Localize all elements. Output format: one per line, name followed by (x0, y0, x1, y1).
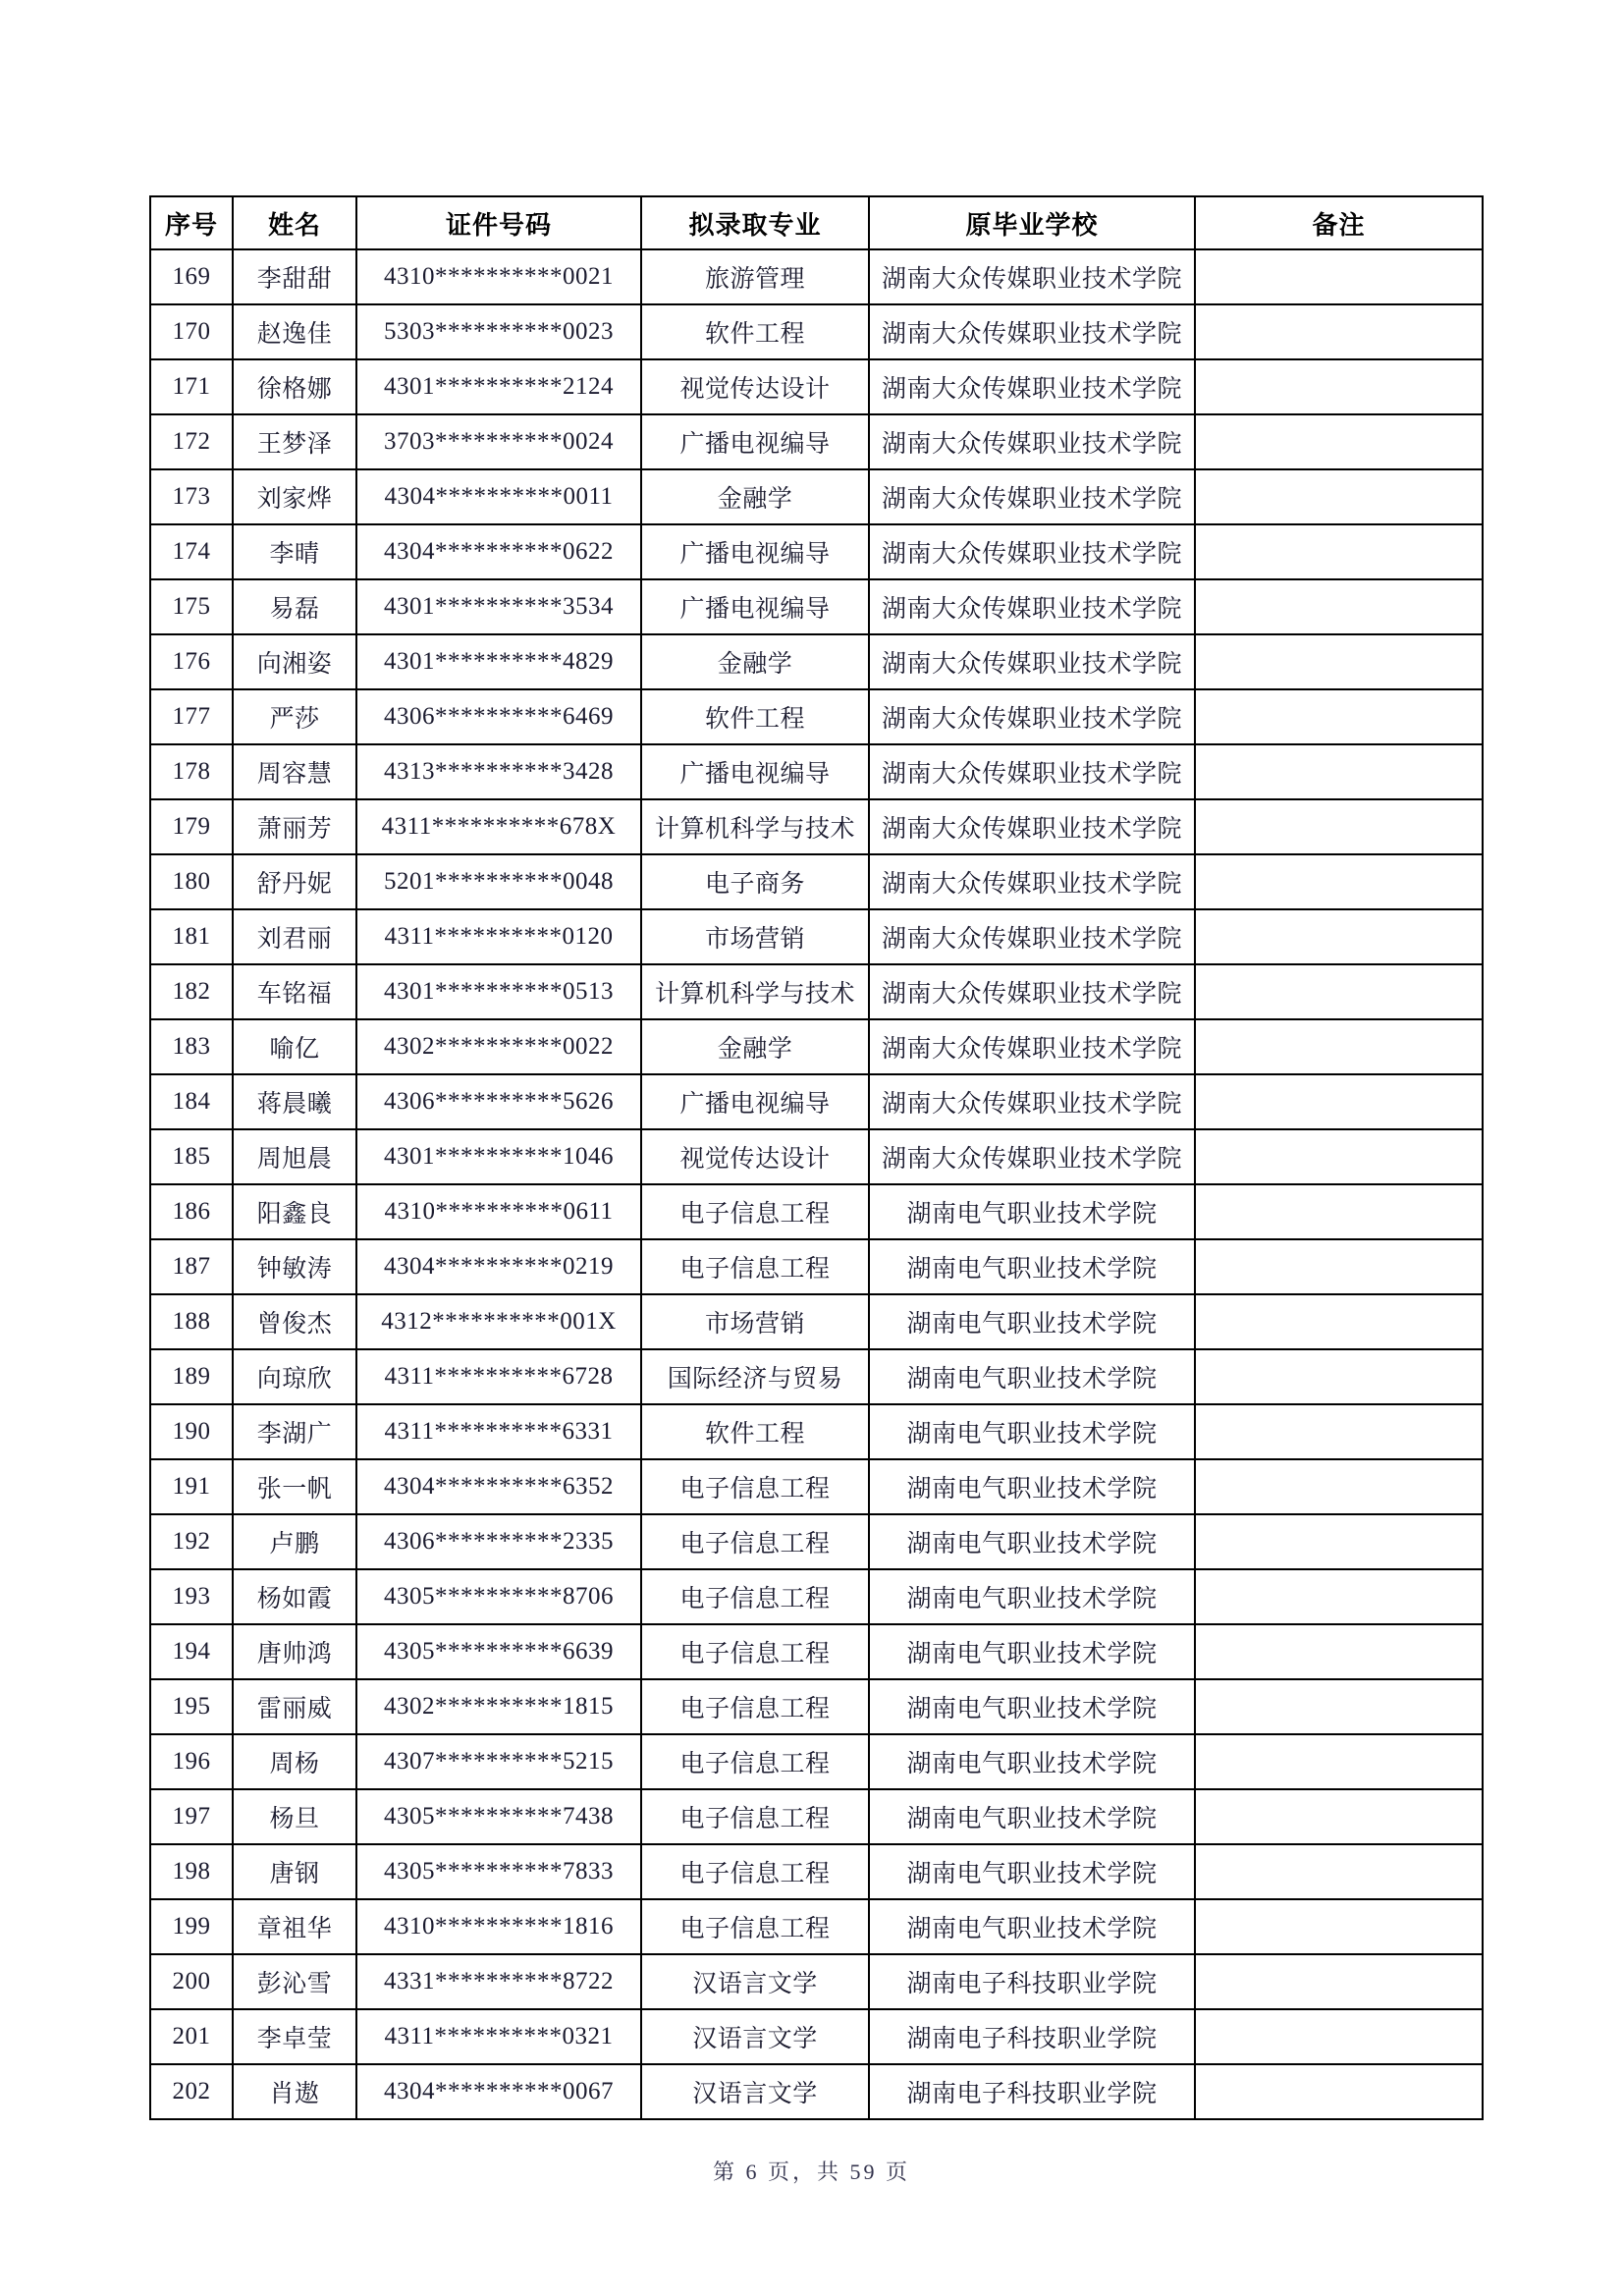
table-row (150, 1184, 1483, 1239)
cell-remarks (1195, 634, 1483, 689)
cell-school: 湖南大众传媒职业技术学院 (869, 469, 1195, 524)
cell-major: 广播电视编导 (641, 414, 869, 469)
cell-name: 徐格娜 (233, 359, 356, 414)
table-row (150, 1679, 1483, 1734)
table-row (150, 359, 1483, 414)
cell-id-number: 4304**********0067 (356, 2064, 641, 2119)
cell-remarks (1195, 1074, 1483, 1129)
cell-school: 湖南大众传媒职业技术学院 (869, 1129, 1195, 1184)
cell-major: 软件工程 (641, 689, 869, 744)
cell-id-number: 4311**********6331 (356, 1404, 641, 1459)
cell-school: 湖南电气职业技术学院 (869, 1844, 1195, 1899)
cell-major: 市场营销 (641, 909, 869, 964)
cell-sequence: 186 (150, 1184, 233, 1239)
cell-name: 杨如霞 (233, 1569, 356, 1624)
table-row (150, 744, 1483, 799)
cell-sequence: 180 (150, 854, 233, 909)
table-row (150, 1239, 1483, 1294)
cell-name: 刘家烨 (233, 469, 356, 524)
cell-name: 雷丽威 (233, 1679, 356, 1734)
column-header-id-number: 证件号码 (356, 196, 641, 249)
cell-remarks (1195, 1349, 1483, 1404)
cell-sequence: 182 (150, 964, 233, 1019)
cell-id-number: 4301**********3534 (356, 579, 641, 634)
cell-name: 张一帆 (233, 1459, 356, 1514)
cell-school: 湖南大众传媒职业技术学院 (869, 359, 1195, 414)
cell-school: 湖南电气职业技术学院 (869, 1349, 1195, 1404)
cell-remarks (1195, 249, 1483, 304)
cell-remarks (1195, 1019, 1483, 1074)
cell-school: 湖南电气职业技术学院 (869, 1569, 1195, 1624)
cell-name: 肖遨 (233, 2064, 356, 2119)
cell-major: 电子信息工程 (641, 1459, 869, 1514)
cell-school: 湖南电气职业技术学院 (869, 1294, 1195, 1349)
cell-sequence: 172 (150, 414, 233, 469)
cell-sequence: 184 (150, 1074, 233, 1129)
table-row (150, 909, 1483, 964)
cell-sequence: 183 (150, 1019, 233, 1074)
cell-school: 湖南大众传媒职业技术学院 (869, 579, 1195, 634)
cell-major: 电子信息工程 (641, 1514, 869, 1569)
cell-id-number: 4310**********0611 (356, 1184, 641, 1239)
cell-name: 周旭晨 (233, 1129, 356, 1184)
cell-remarks (1195, 2009, 1483, 2064)
cell-sequence: 174 (150, 524, 233, 579)
column-header-remarks: 备注 (1195, 196, 1483, 249)
cell-major: 电子信息工程 (641, 1569, 869, 1624)
cell-school: 湖南电子科技职业学院 (869, 2009, 1195, 2064)
cell-id-number: 4312**********001X (356, 1294, 641, 1349)
cell-id-number: 4305**********7438 (356, 1789, 641, 1844)
cell-remarks (1195, 1679, 1483, 1734)
cell-school: 湖南大众传媒职业技术学院 (869, 799, 1195, 854)
cell-school: 湖南大众传媒职业技术学院 (869, 1019, 1195, 1074)
cell-name: 李湖广 (233, 1404, 356, 1459)
cell-name: 车铭福 (233, 964, 356, 1019)
cell-school: 湖南电气职业技术学院 (869, 1239, 1195, 1294)
cell-sequence: 189 (150, 1349, 233, 1404)
cell-sequence: 170 (150, 304, 233, 359)
cell-sequence: 197 (150, 1789, 233, 1844)
cell-major: 电子信息工程 (641, 1184, 869, 1239)
table-row (150, 469, 1483, 524)
cell-id-number: 4304**********0219 (356, 1239, 641, 1294)
cell-remarks (1195, 579, 1483, 634)
cell-name: 彭沁雪 (233, 1954, 356, 2009)
cell-remarks (1195, 304, 1483, 359)
cell-school: 湖南电气职业技术学院 (869, 1459, 1195, 1514)
cell-remarks (1195, 524, 1483, 579)
cell-sequence: 171 (150, 359, 233, 414)
cell-name: 李卓莹 (233, 2009, 356, 2064)
cell-id-number: 4311**********6728 (356, 1349, 641, 1404)
cell-id-number: 4313**********3428 (356, 744, 641, 799)
column-header-major: 拟录取专业 (641, 196, 869, 249)
cell-school: 湖南电气职业技术学院 (869, 1899, 1195, 1954)
page-footer: 第 6 页，共 59 页 (712, 2159, 910, 2184)
cell-sequence: 177 (150, 689, 233, 744)
cell-school: 湖南电气职业技术学院 (869, 1404, 1195, 1459)
table-row (150, 2009, 1483, 2064)
cell-id-number: 4301**********1046 (356, 1129, 641, 1184)
cell-major: 市场营销 (641, 1294, 869, 1349)
cell-school: 湖南大众传媒职业技术学院 (869, 1074, 1195, 1129)
table-row (150, 1459, 1483, 1514)
cell-sequence: 179 (150, 799, 233, 854)
cell-id-number: 4301**********0513 (356, 964, 641, 1019)
table-body (150, 249, 1483, 2119)
cell-id-number: 4311**********0321 (356, 2009, 641, 2064)
cell-major: 汉语言文学 (641, 2064, 869, 2119)
table-row (150, 1899, 1483, 1954)
cell-remarks (1195, 414, 1483, 469)
cell-id-number: 4304**********6352 (356, 1459, 641, 1514)
cell-major: 金融学 (641, 1019, 869, 1074)
table-row (150, 304, 1483, 359)
cell-id-number: 4306**********2335 (356, 1514, 641, 1569)
cell-sequence: 176 (150, 634, 233, 689)
cell-sequence: 190 (150, 1404, 233, 1459)
cell-id-number: 4331**********8722 (356, 1954, 641, 2009)
table-row (150, 1294, 1483, 1349)
cell-id-number: 5201**********0048 (356, 854, 641, 909)
cell-name: 王梦泽 (233, 414, 356, 469)
table-row (150, 1349, 1483, 1404)
cell-remarks (1195, 1844, 1483, 1899)
cell-major: 金融学 (641, 634, 869, 689)
cell-name: 向琼欣 (233, 1349, 356, 1404)
cell-school: 湖南大众传媒职业技术学院 (869, 964, 1195, 1019)
cell-name: 李甜甜 (233, 249, 356, 304)
header-row (150, 196, 1483, 249)
cell-name: 向湘姿 (233, 634, 356, 689)
cell-major: 软件工程 (641, 304, 869, 359)
table-row (150, 854, 1483, 909)
cell-remarks (1195, 1954, 1483, 2009)
cell-sequence: 201 (150, 2009, 233, 2064)
table-row (150, 2064, 1483, 2119)
cell-major: 广播电视编导 (641, 524, 869, 579)
cell-major: 软件工程 (641, 1404, 869, 1459)
cell-major: 电子信息工程 (641, 1624, 869, 1679)
cell-remarks (1195, 1404, 1483, 1459)
cell-id-number: 4305**********7833 (356, 1844, 641, 1899)
cell-school: 湖南电气职业技术学院 (869, 1184, 1195, 1239)
cell-id-number: 4301**********4829 (356, 634, 641, 689)
cell-school: 湖南大众传媒职业技术学院 (869, 414, 1195, 469)
cell-school: 湖南大众传媒职业技术学院 (869, 304, 1195, 359)
cell-id-number: 4310**********0021 (356, 249, 641, 304)
cell-sequence: 169 (150, 249, 233, 304)
table-row (150, 1954, 1483, 2009)
column-header-sequence: 序号 (150, 196, 233, 249)
table-row (150, 1624, 1483, 1679)
cell-major: 旅游管理 (641, 249, 869, 304)
cell-sequence: 185 (150, 1129, 233, 1184)
cell-name: 阳鑫良 (233, 1184, 356, 1239)
cell-remarks (1195, 744, 1483, 799)
cell-id-number: 4306**********5626 (356, 1074, 641, 1129)
cell-id-number: 4311**********678X (356, 799, 641, 854)
cell-remarks (1195, 1734, 1483, 1789)
cell-sequence: 175 (150, 579, 233, 634)
cell-school: 湖南电子科技职业学院 (869, 1954, 1195, 2009)
cell-remarks (1195, 689, 1483, 744)
roster-table-container (149, 195, 1470, 2120)
cell-id-number: 4305**********8706 (356, 1569, 641, 1624)
cell-id-number: 4304**********0011 (356, 469, 641, 524)
cell-name: 周容慧 (233, 744, 356, 799)
cell-name: 章祖华 (233, 1899, 356, 1954)
cell-sequence: 192 (150, 1514, 233, 1569)
cell-sequence: 187 (150, 1239, 233, 1294)
cell-school: 湖南电气职业技术学院 (869, 1624, 1195, 1679)
cell-remarks (1195, 1129, 1483, 1184)
cell-id-number: 4304**********0622 (356, 524, 641, 579)
cell-major: 电子信息工程 (641, 1899, 869, 1954)
cell-sequence: 178 (150, 744, 233, 799)
table-row (150, 1074, 1483, 1129)
cell-school: 湖南电气职业技术学院 (869, 1679, 1195, 1734)
cell-remarks (1195, 1514, 1483, 1569)
cell-name: 唐钢 (233, 1844, 356, 1899)
cell-major: 电子信息工程 (641, 1239, 869, 1294)
cell-major: 广播电视编导 (641, 579, 869, 634)
cell-major: 电子信息工程 (641, 1844, 869, 1899)
cell-sequence: 200 (150, 1954, 233, 2009)
cell-major: 金融学 (641, 469, 869, 524)
cell-remarks (1195, 909, 1483, 964)
cell-sequence: 191 (150, 1459, 233, 1514)
cell-remarks (1195, 964, 1483, 1019)
cell-name: 钟敏涛 (233, 1239, 356, 1294)
cell-remarks (1195, 469, 1483, 524)
table-row (150, 1514, 1483, 1569)
cell-remarks (1195, 1184, 1483, 1239)
cell-name: 李晴 (233, 524, 356, 579)
cell-sequence: 195 (150, 1679, 233, 1734)
cell-major: 电子商务 (641, 854, 869, 909)
table-row (150, 1404, 1483, 1459)
cell-major: 视觉传达设计 (641, 1129, 869, 1184)
cell-major: 汉语言文学 (641, 1954, 869, 2009)
cell-remarks (1195, 854, 1483, 909)
cell-school: 湖南电气职业技术学院 (869, 1789, 1195, 1844)
table-row (150, 1019, 1483, 1074)
table-row (150, 249, 1483, 304)
column-header-name: 姓名 (233, 196, 356, 249)
cell-school: 湖南大众传媒职业技术学院 (869, 854, 1195, 909)
table-row (150, 579, 1483, 634)
cell-name: 曾俊杰 (233, 1294, 356, 1349)
cell-id-number: 4307**********5215 (356, 1734, 641, 1789)
cell-sequence: 188 (150, 1294, 233, 1349)
cell-major: 电子信息工程 (641, 1734, 869, 1789)
cell-remarks (1195, 359, 1483, 414)
cell-remarks (1195, 1459, 1483, 1514)
cell-name: 杨旦 (233, 1789, 356, 1844)
cell-id-number: 4306**********6469 (356, 689, 641, 744)
cell-name: 赵逸佳 (233, 304, 356, 359)
cell-sequence: 198 (150, 1844, 233, 1899)
cell-sequence: 181 (150, 909, 233, 964)
cell-major: 计算机科学与技术 (641, 799, 869, 854)
table-row (150, 1734, 1483, 1789)
cell-remarks (1195, 1239, 1483, 1294)
cell-name: 蒋晨曦 (233, 1074, 356, 1129)
cell-school: 湖南电气职业技术学院 (869, 1734, 1195, 1789)
table-header (150, 196, 1483, 249)
cell-id-number: 4302**********1815 (356, 1679, 641, 1734)
table-row (150, 1129, 1483, 1184)
table-row (150, 689, 1483, 744)
cell-major: 视觉传达设计 (641, 359, 869, 414)
cell-school: 湖南大众传媒职业技术学院 (869, 634, 1195, 689)
cell-remarks (1195, 799, 1483, 854)
table-row (150, 1789, 1483, 1844)
cell-name: 严莎 (233, 689, 356, 744)
column-header-school: 原毕业学校 (869, 196, 1195, 249)
table-row (150, 799, 1483, 854)
cell-school: 湖南电气职业技术学院 (869, 1514, 1195, 1569)
cell-school: 湖南大众传媒职业技术学院 (869, 249, 1195, 304)
cell-remarks (1195, 1624, 1483, 1679)
cell-id-number: 5303**********0023 (356, 304, 641, 359)
cell-major: 电子信息工程 (641, 1679, 869, 1734)
cell-sequence: 194 (150, 1624, 233, 1679)
cell-name: 易磊 (233, 579, 356, 634)
cell-remarks (1195, 1899, 1483, 1954)
cell-major: 广播电视编导 (641, 1074, 869, 1129)
cell-major: 计算机科学与技术 (641, 964, 869, 1019)
cell-name: 喻亿 (233, 1019, 356, 1074)
cell-remarks (1195, 1294, 1483, 1349)
cell-major: 汉语言文学 (641, 2009, 869, 2064)
cell-id-number: 4305**********6639 (356, 1624, 641, 1679)
cell-name: 萧丽芳 (233, 799, 356, 854)
cell-id-number: 3703**********0024 (356, 414, 641, 469)
cell-school: 湖南电子科技职业学院 (869, 2064, 1195, 2119)
cell-id-number: 4302**********0022 (356, 1019, 641, 1074)
table-row (150, 524, 1483, 579)
cell-name: 周杨 (233, 1734, 356, 1789)
cell-sequence: 193 (150, 1569, 233, 1624)
table-row (150, 1844, 1483, 1899)
roster-table (149, 195, 1484, 2120)
cell-sequence: 199 (150, 1899, 233, 1954)
cell-school: 湖南大众传媒职业技术学院 (869, 744, 1195, 799)
cell-school: 湖南大众传媒职业技术学院 (869, 524, 1195, 579)
table-row (150, 1569, 1483, 1624)
cell-major: 国际经济与贸易 (641, 1349, 869, 1404)
table-row (150, 414, 1483, 469)
cell-id-number: 4301**********2124 (356, 359, 641, 414)
cell-school: 湖南大众传媒职业技术学院 (869, 909, 1195, 964)
cell-sequence: 202 (150, 2064, 233, 2119)
cell-major: 电子信息工程 (641, 1789, 869, 1844)
cell-name: 唐帅鸿 (233, 1624, 356, 1679)
cell-remarks (1195, 1789, 1483, 1844)
cell-sequence: 196 (150, 1734, 233, 1789)
cell-id-number: 4311**********0120 (356, 909, 641, 964)
cell-major: 广播电视编导 (641, 744, 869, 799)
cell-name: 卢鹏 (233, 1514, 356, 1569)
cell-remarks (1195, 2064, 1483, 2119)
cell-remarks (1195, 1569, 1483, 1624)
cell-name: 刘君丽 (233, 909, 356, 964)
cell-name: 舒丹妮 (233, 854, 356, 909)
table-row (150, 634, 1483, 689)
table-row (150, 964, 1483, 1019)
cell-sequence: 173 (150, 469, 233, 524)
cell-id-number: 4310**********1816 (356, 1899, 641, 1954)
cell-school: 湖南大众传媒职业技术学院 (869, 689, 1195, 744)
